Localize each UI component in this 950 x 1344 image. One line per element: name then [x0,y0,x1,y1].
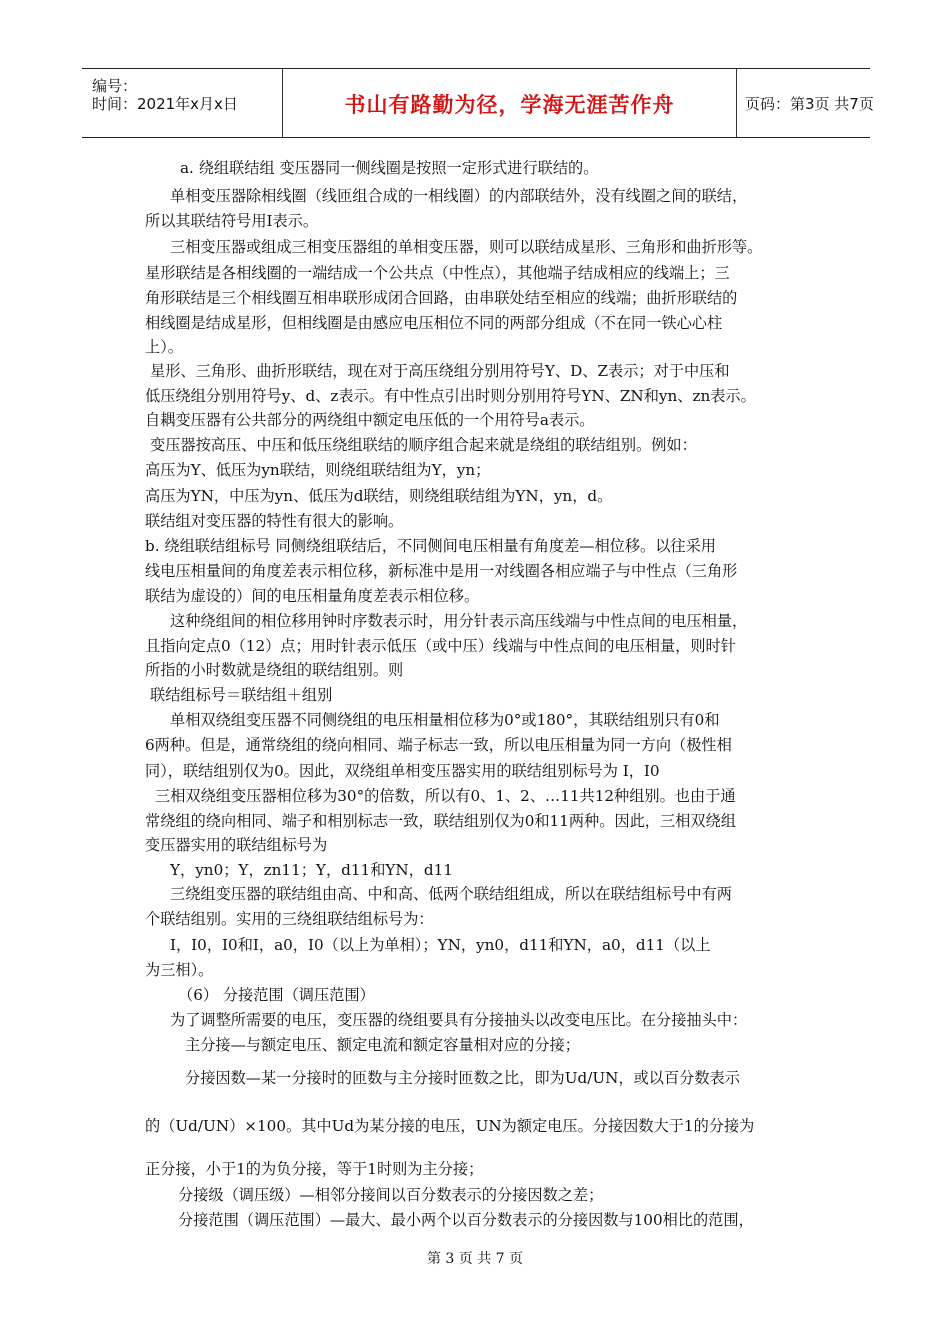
text-line: 上）。 [145,338,183,356]
text-line: a. 绕组联结组 变压器同一侧线圈是按照一定形式进行联结的。 [180,159,599,177]
text-line: 变压器实用的联结组标号为 [145,836,328,854]
date-label: 时间：2021年x月x日 [92,95,238,113]
page-indicator: 页码：第3页 共7页 [745,95,874,113]
text-line: 为了调整所需要的电压，变压器的绕组要具有分接抽头以改变电压比。在分接抽头中： [170,1011,748,1029]
text-line: 单相双绕组变压器不同侧绕组的电压相量相位移为0°或180°，其联结组别只有0和 [170,711,720,729]
text-line: 6两种。但是，通常绕组的绕向相同、端子标志一致，所以电压相量为同一方向（极性相 [145,736,732,754]
motto: 书山有路勤为径，学海无涯苦作舟 [344,93,675,117]
text-line: 且指向定点0（12）点；用时针表示低压（或中压）线端与中性点间的电压相量，则时针 [145,637,736,655]
text-line: 所指的小时数就是绕组的联结组别。则 [145,661,404,679]
text-line: 三绕组变压器的联结组由高、中和高、低两个联结组组成，所以在联结组标号中有两 [170,885,732,903]
text-line: 线电压相量间的角度差表示相位移，新标准中是用一对线圈各相应端子与中性点（三角形 [145,562,738,580]
text-line: 这种绕组间的相位移用钟时序数表示时，用分针表示高压线端与中性点间的电压相量， [170,612,748,630]
text-line: 正分接，小于1的为负分接，等于1时则为主分接； [145,1160,484,1178]
text-line: 联结组标号＝联结组＋组别 [150,686,333,704]
text-line: 变压器按高压、中压和低压绕组联结的顺序组合起来就是绕组的联结组别。例如： [150,436,697,454]
text-line: 分接因数—某一分接时的匝数与主分接时匝数之比，即为Ud/UN，或以百分数表示 [185,1069,740,1087]
text-line: 相线圈是结成星形，但相线圈是由感应电压相位不同的两部分组成（不在同一铁心心柱 [145,314,723,332]
text-line: （6） 分接范围（调压范围） [178,986,375,1004]
text-line: Y，yn0；Y，zn11；Y，d11和YN，d11 [170,861,453,879]
text-line: 同），联结组别仅为0。因此，双绕组单相变压器实用的联结组别标号为 Ⅰ，Ⅰ0 [145,762,660,780]
text-line: 分接级（调压级）—相邻分接间以百分数表示的分接因数之差； [178,1186,604,1204]
text-line: 高压为Y、低压为yn联结，则绕组联结组为Y，yn； [145,461,491,479]
text-line: 单相变压器除相线圈（线匝组合成的一相线圈）的内部联结外，没有线圈之间的联结， [170,187,748,205]
page-footer: 第 3 页 共 7 页 [426,1251,524,1267]
text-line: 的（Ud/UN）×100。其中Ud为某分接的电压，UN为额定电压。分接因数大于1的分接为 [145,1117,755,1135]
text-line: 联结组对变压器的特性有很大的影响。 [145,512,404,530]
text-line: 个联结组别。实用的三绕组联结组标号为： [145,910,434,928]
text-line: 星形、三角形、曲折形联结，现在对于高压绕组分别用符号Y、D、Z表示；对于中压和 [150,362,730,380]
text-line: 自耦变压器有公共部分的两绕组中额定电压低的一个用符号a表示。 [145,411,595,429]
text-line: 所以其联结符号用Ⅰ表示。 [145,212,319,230]
text-line: 角形联结是三个相线圈互相串联形成闭合回路，由串联处结至相应的线端；曲折形联结的 [145,289,738,307]
text-line: 联结为虚设的）间的电压相量角度差表示相位移。 [145,587,480,605]
text-line: b. 绕组联结组标号 同侧绕组联结后，不同侧间电压相量有角度差—相位移。以往采用 [145,537,716,555]
text-line: Ⅰ，Ⅰ0，Ⅰ0和Ⅰ，a0，Ⅰ0（以上为单相）；YN，yn0，d11和YN，a0，d11（以上 [170,936,711,954]
number-label: 编号： [92,77,138,95]
text-line: 为三相）。 [145,961,214,979]
text-line: 主分接—与额定电压、额定电流和额定容量相对应的分接； [185,1036,580,1054]
text-line: 分接范围（调压范围）—最大、最小两个以百分数表示的分接因数与100相比的范围， [178,1211,754,1229]
text-line: 三相双绕组变压器相位移为30°的倍数，所以有0、1、2、…11共12种组别。也由于通 [155,787,736,805]
text-line: 三相变压器或组成三相变压器组的单相变压器，则可以联结成星形、三角形和曲折形等。 [170,238,763,256]
text-line: 常绕组的绕向相同、端子和相别标志一致，联结组别仅为0和11两种。因此，三相双绕组 [145,812,736,830]
text-line: 低压绕组分别用符号y、d、z表示。有中性点引出时则分别用符号YN、ZN和yn、zn表示。 [145,387,756,405]
text-line: 高压为YN，中压为yn、低压为d联结，则绕组联结组为YN，yn，d。 [145,487,613,505]
text-line: 星形联结是各相线圈的一端结成一个公共点（中性点），其他端子结成相应的线端上；三 [145,264,730,282]
